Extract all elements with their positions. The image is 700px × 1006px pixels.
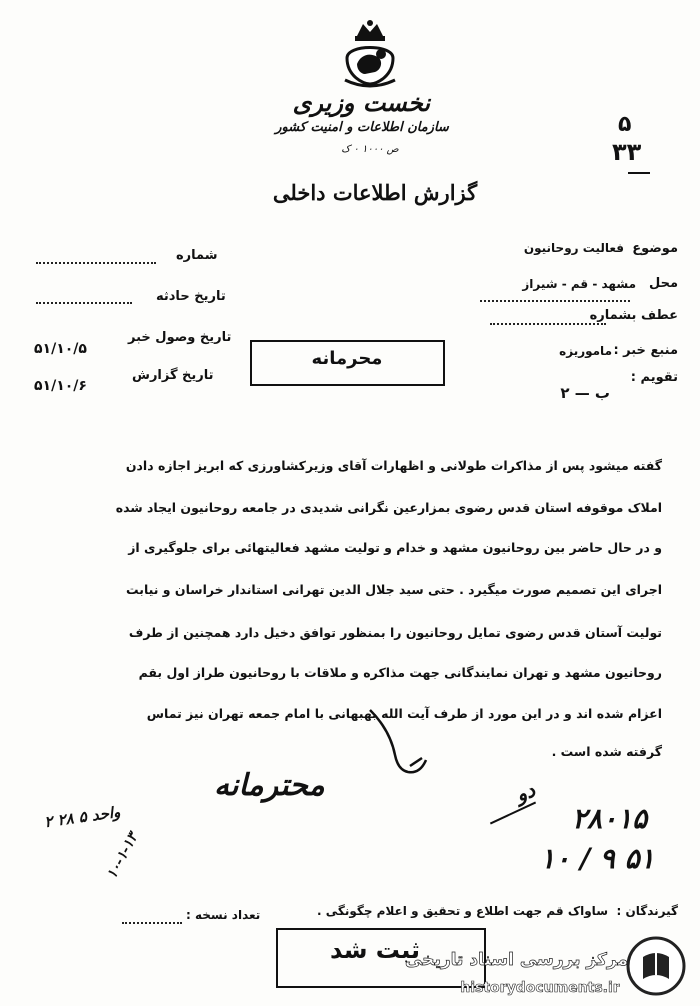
copies-dotline — [122, 922, 182, 924]
handwritten-left-date: ۱۰-۱-۱۳ — [103, 830, 142, 882]
location-label: محل — [648, 276, 678, 291]
confidential-stamp: محرمانه — [311, 348, 383, 369]
handwritten-mark-icon — [360, 700, 440, 780]
handwritten-date: ۱۰ / ۹ ۵۱ — [540, 842, 655, 875]
watermark-url: historydocuments.ir — [460, 980, 620, 996]
body-line-2: املاک موقوفه استان قدس رضوی بمزارعین نگرانی شدیدی در جامعه روحانیون ایجاد شده — [115, 500, 662, 515]
body-line-7: اعزام شده اند و در این مورد از طرف آیت الله بهبهانی با امام جمعه تهران نیز تماس — [146, 706, 662, 721]
incident-date-dotline — [36, 302, 132, 304]
source-value: ماموریزه — [559, 344, 612, 358]
subject-value: فعالیت روحانیون — [523, 241, 624, 255]
body-line-5: تولیت آستان قدس رضوی تمایل روحانیون را بمنظور توافق دخیل دارد همچنین از طرف — [128, 625, 662, 640]
report-date-label: تاریخ گزارش — [132, 368, 214, 383]
corner-dash — [628, 172, 650, 174]
location-underline — [480, 300, 630, 302]
source-label: منبع خبر : — [613, 343, 678, 358]
corner-number-top: ۵ — [618, 112, 632, 137]
recipients-label: گیرندگان : — [616, 904, 678, 918]
government-title: نخست وزیری — [292, 88, 430, 117]
report-title: گزارش اطلاعات داخلی — [272, 180, 478, 205]
form-number: ص ۱۰۰۰ ۰ ک — [341, 144, 399, 155]
report-date-value: ۵۱/۱۰/۶ — [34, 378, 87, 394]
body-line-8: گرفته شده است . — [551, 744, 662, 759]
attachment-dotline — [490, 323, 606, 325]
body-line-6: روحانیون مشهد و تهران نمایندگانی جهت مذاکره و ملاقات با روحانیون طراز اول بقم — [138, 665, 662, 680]
handwritten-stroke — [490, 802, 536, 825]
body-line-4: اجرای این تصمیم صورت میگیرد . حتی سید جلال الدین تهرانی استاندار خراسان و نیابت — [126, 582, 662, 597]
recipients-value: ساواک قم جهت اطلاع و تحقیق و اعلام چگونگی . — [316, 904, 608, 918]
handwritten-number: ۲۸۰۱۵ — [572, 802, 648, 835]
corner-number-bottom: ۳۳ — [612, 138, 642, 166]
organization-name: سازمان اطلاعات و امنیت کشور — [275, 120, 449, 135]
evaluation-value: ب — ۲ — [560, 384, 610, 402]
number-dotline — [36, 262, 156, 264]
evaluation-label: تقویم : — [630, 370, 678, 385]
receipt-date-label: تاریخ وصول خبر — [128, 330, 232, 345]
number-label: شماره — [176, 248, 218, 263]
handwritten-confidential: محترمانه — [214, 768, 325, 803]
watermark-name: مرکز بررسی اسناد تاریخی — [405, 950, 628, 970]
subject-label: موضوع — [632, 241, 678, 256]
incident-date-label: تاریخ حادثه — [156, 289, 226, 304]
location-value: مشهد - قم - شیراز — [522, 277, 636, 291]
copies-label: تعداد نسخه : — [186, 908, 261, 922]
handwritten-left-note: واحد ۵ ۲۸ ۲ — [43, 802, 122, 832]
receipt-date-value: ۵۱/۱۰/۵ — [34, 341, 87, 357]
body-line-3: و در حال حاضر بین روحانیون مشهد و خدام و تولیت مشهد فعالیتهائی برای جلوگیری از — [128, 540, 662, 555]
attachment-label: عطف بشماره — [589, 308, 678, 323]
crown-lion-emblem-icon — [335, 18, 405, 90]
handwritten-signature: دو — [512, 777, 539, 807]
registered-stamp: ثبت شد — [329, 936, 421, 964]
body-line-1: گفته میشود پس از مذاکرات طولانی و اظهارات آقای وزیرکشاورزی که ابریز اجازه دادن — [125, 458, 662, 473]
